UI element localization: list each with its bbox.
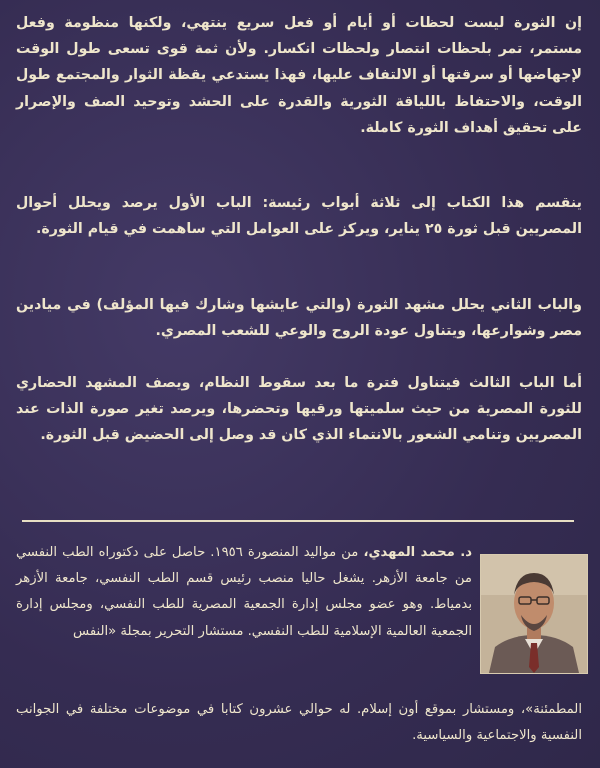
author-bio — [16, 540, 472, 645]
section-divider — [22, 520, 574, 522]
author-bio-continued: المطمئنة»، ومستشار بموقع أون إسلام. له حوالي عشرون كتابا في موضوعات مختلفة في الجوانب النفسية والاجتماعية والسياسية. — [16, 702, 582, 744]
paragraph-part-three: أما الباب الثالث فيتناول فترة ما بعد سقوط النظام، ويصف المشهد الحضاري للثورة المصرية من حيث سلميتها ورقيها وتحضرها، ويرصد تغير صورة الذات عند المصريين وتنامي الشعور بالانتماء الذي كان قد وصل إلى الحضيض قبل الثورة. — [16, 375, 582, 444]
paragraph-book-structure: ينقسم هذا الكتاب إلى ثلاثة أبواب رئيسة: الباب الأول يرصد ويحلل أحوال المصريين قبل ثورة ٢٥ يناير، ويركز على العوامل التي ساهمت في قيام الثورة. — [16, 195, 582, 238]
author-photo — [480, 554, 588, 674]
paragraph-intro: إن الثورة ليست لحظات أو أيام أو فعل سريع ينتهي، ولكنها منظومة وفعل مستمر، تمر بلحظات انتصار ولحظات انكسار. ولأن ثمة قوى تسعى طول الوقت لإجهاضها أو سرقتها أو الالتفاف عليها، فهذا يستدعي يقظة الثوار والمجتمع طول الوقت، والاحتفاظ باللياقة الثورية والقدرة على الحشد وتوحيد الصف والإصرار على تحقيق أهداف الثورة كاملة. — [16, 15, 582, 136]
author-bio-text: من مواليد المنصورة ١٩٥٦. حاصل على دكتوراه الطب النفسي من جامعة الأزهر. يشغل حاليا منصب رئيس قسم الطب النفسي، جامعة الأزهر بدمياط. وهو عضو مجلس إدارة الجمعية المصرية للطب النفسي، ومجلس إدارة الجمعية العالمية الإسلامية للطب النفسي. مستشار التحرير بمجلة «النفس — [16, 545, 472, 639]
author-name: د. محمد المهدي، — [363, 545, 472, 560]
paragraph-part-two: والباب الثاني يحلل مشهد الثورة (والتي عايشها وشارك فيها المؤلف) في ميادين مصر وشوارعها، ويتناول عودة الروح والوعي للشعب المصري. — [16, 297, 582, 340]
